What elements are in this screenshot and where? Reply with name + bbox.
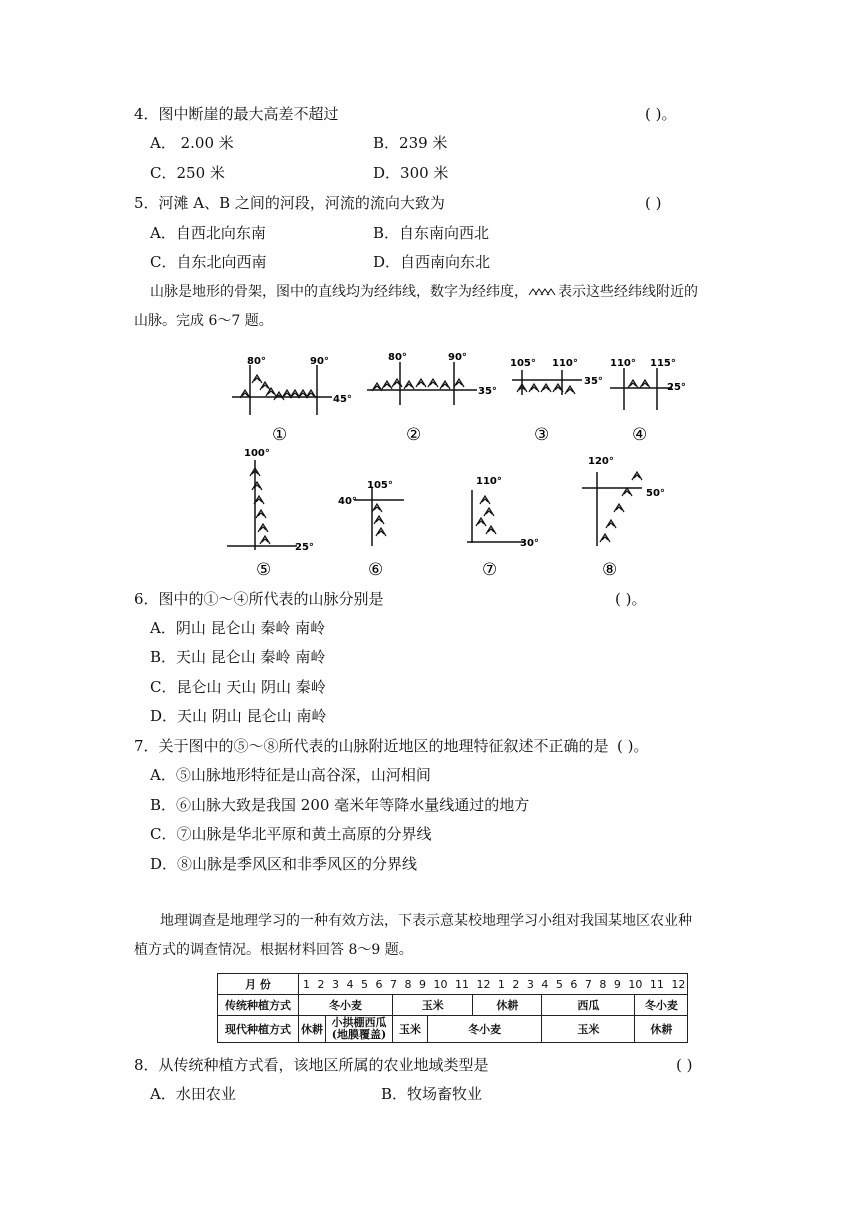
fig-label-6a: 105° bbox=[367, 480, 393, 491]
fig-label-3a: 105° bbox=[510, 358, 536, 369]
q5-option-c: C．自东北向西南 bbox=[150, 253, 267, 271]
fig-number-7: ⑦ bbox=[482, 560, 498, 580]
intro1-text-b: 表示这些经纬线附近的 bbox=[558, 284, 698, 300]
table-cell: 玉米 bbox=[393, 995, 473, 1016]
fig-label-7b: 30° bbox=[520, 538, 539, 549]
table-cell: 休耕 bbox=[635, 1016, 688, 1043]
table-cell: 休耕 bbox=[473, 995, 542, 1016]
q8-stem: 8．从传统种植方式看，该地区所属的农业地域类型是 bbox=[134, 1056, 489, 1074]
fig-label-2b: 90° bbox=[448, 352, 467, 363]
table-cell bbox=[326, 1016, 393, 1043]
fig-label-2c: 35° bbox=[478, 386, 497, 397]
fig-label-4a: 110° bbox=[610, 358, 636, 369]
table-row bbox=[218, 1016, 688, 1043]
intro2-line2: 植方式的调查情况。根据材料回答 8～9 题。 bbox=[134, 942, 413, 958]
table-header-traditional: 传统种植方式 bbox=[218, 995, 299, 1016]
q6-stem: 6．图中的①～④所代表的山脉分别是 bbox=[134, 590, 384, 608]
q4-option-c: C．250 米 bbox=[150, 164, 225, 182]
fig-label-6b: 40° bbox=[338, 496, 357, 507]
mountain-symbol-icon bbox=[528, 284, 558, 300]
table-cell-line: 小拱棚西瓜 bbox=[331, 1016, 387, 1029]
q8-option-b: B．牧场畜牧业 bbox=[381, 1085, 483, 1103]
fig-label-4c: 25° bbox=[667, 382, 686, 393]
q8-option-a: A．水田农业 bbox=[150, 1085, 236, 1103]
fig-number-5: ⑤ bbox=[256, 560, 272, 580]
intro1-text-a: 山脉是地形的骨架，图中的直线均为经纬线，数字为经纬度， bbox=[150, 284, 528, 300]
table-cell: 玉米 bbox=[542, 1016, 635, 1043]
fig-label-8a: 120° bbox=[588, 456, 614, 467]
q5-stem: 5．河滩 A、B 之间的河段，河流的流向大致为 bbox=[134, 194, 445, 212]
fig-number-4: ④ bbox=[632, 425, 648, 445]
table-cell-line: (地膜覆盖) bbox=[331, 1028, 387, 1041]
table-header-month: 月 份 bbox=[218, 974, 299, 995]
fig-label-3c: 35° bbox=[584, 376, 603, 387]
table-row bbox=[218, 974, 688, 995]
table-row bbox=[218, 995, 688, 1016]
q7-option-d: D．⑧山脉是季风区和非季风区的分界线 bbox=[150, 855, 418, 873]
fig-number-2: ② bbox=[406, 425, 422, 445]
fig-label-2a: 80° bbox=[388, 352, 407, 363]
q4-option-d: D．300 米 bbox=[373, 164, 449, 182]
table-cell: 休耕 bbox=[299, 1016, 326, 1043]
q7-option-b: B．⑥山脉大致是我国 200 毫米年等降水量线通过的地方 bbox=[150, 796, 530, 814]
table-cell: 西瓜 bbox=[542, 995, 635, 1016]
q8-answer-paren: ( ) bbox=[676, 1056, 693, 1074]
fig-label-1b: 90° bbox=[310, 356, 329, 367]
q6-answer-paren: ( )。 bbox=[615, 590, 647, 608]
q5-answer-paren: ( ) bbox=[645, 194, 662, 212]
fig-label-5b: 25° bbox=[295, 542, 314, 553]
planting-methods-table bbox=[217, 973, 688, 1043]
intro1-line2: 山脉。完成 6～7 题。 bbox=[134, 313, 273, 329]
intro1-line1 bbox=[150, 282, 698, 302]
table-cell: 冬小麦 bbox=[428, 1016, 542, 1043]
fig-label-1c: 45° bbox=[333, 394, 352, 405]
q4-answer-paren: ( )。 bbox=[645, 105, 677, 123]
q4-option-b: B．239 米 bbox=[373, 134, 448, 152]
fig-label-5a: 100° bbox=[244, 448, 270, 459]
fig-label-1a: 80° bbox=[247, 356, 266, 367]
fig-number-6: ⑥ bbox=[368, 560, 384, 580]
intro2-line1: 地理调查是地理学习的一种有效方法，下表示意某校地理学习小组对我国某地区农业种 bbox=[160, 913, 692, 929]
fig-label-4b: 115° bbox=[650, 358, 676, 369]
q6-option-a: A．阴山 昆仑山 秦岭 南岭 bbox=[150, 619, 326, 637]
table-months: 1 2 3 4 5 6 7 8 9 10 11 12 1 2 3 4 5 6 7 8 9 10 11 12 bbox=[299, 974, 688, 995]
table-header-modern: 现代种植方式 bbox=[218, 1016, 299, 1043]
table-cell: 玉米 bbox=[393, 1016, 428, 1043]
fig-number-1: ① bbox=[272, 425, 288, 445]
q7-option-a: A．⑤山脉地形特征是山高谷深，山河相间 bbox=[150, 766, 431, 784]
q7-answer-paren: ( )。 bbox=[617, 737, 649, 755]
q4-stem: 4．图中断崖的最大高差不超过 bbox=[134, 105, 339, 123]
q5-option-a: A．自西北向东南 bbox=[150, 224, 266, 242]
fig-label-8b: 50° bbox=[646, 488, 665, 499]
q6-option-b: B．天山 昆仑山 秦岭 南岭 bbox=[150, 648, 326, 666]
table-cell: 冬小麦 bbox=[635, 995, 688, 1016]
q7-stem: 7．关于图中的⑤～⑧所代表的山脉附近地区的地理特征叙述不正确的是 bbox=[134, 737, 609, 755]
fig-number-3: ③ bbox=[534, 425, 550, 445]
fig-number-8: ⑧ bbox=[602, 560, 618, 580]
table-cell: 冬小麦 bbox=[299, 995, 393, 1016]
fig-label-7a: 110° bbox=[476, 476, 502, 487]
q6-option-c: C．昆仑山 天山 阴山 秦岭 bbox=[150, 678, 326, 696]
q5-option-b: B．自东南向西北 bbox=[373, 224, 490, 242]
fig-label-3b: 110° bbox=[552, 358, 578, 369]
q5-option-d: D．自西南向东北 bbox=[373, 253, 491, 271]
q6-option-d: D．天山 阴山 昆仑山 南岭 bbox=[150, 707, 327, 725]
mountain-ranges-figure bbox=[222, 350, 692, 582]
q4-option-a: A． 2.00 米 bbox=[150, 134, 234, 152]
q7-option-c: C．⑦山脉是华北平原和黄土高原的分界线 bbox=[150, 825, 432, 843]
